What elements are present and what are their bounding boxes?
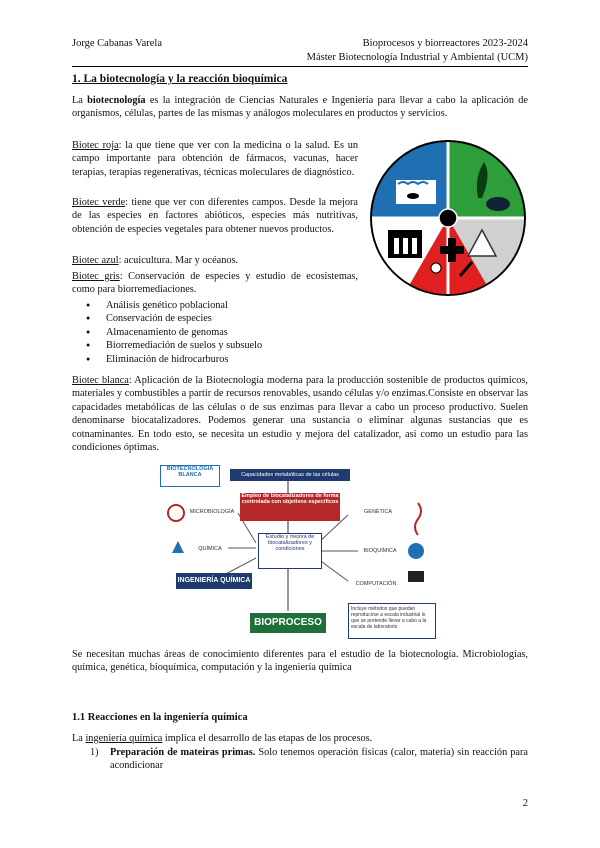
subsection-intro: La ingeniería química implica el desarrollo de las etapas de los procesos. — [72, 733, 373, 744]
intro-paragraph: La biotecnología es la integración de Ciencias Naturales e Ingeniería para llevar a cabo la aplicación de organismos, células, partes de las mismas y análogos moleculares en productos y servicios. — [72, 95, 528, 120]
bioproceso-box: BIOPROCESO — [250, 613, 326, 633]
item-number: 1) — [90, 747, 99, 758]
white-biotech-diagram — [148, 463, 448, 643]
biotech-color-wheel — [368, 138, 528, 298]
nota-box: Incluye métodos que puedan reproducirse a escala industrial lo que se pretende llevar a cabo a la escala de laboratorio — [348, 603, 436, 639]
dna-icon — [415, 503, 421, 535]
genetica-label: GENÉTICA — [363, 509, 393, 515]
header-author: Jorge Cabanas Varela — [72, 38, 162, 49]
list-item: ● Análisis genético poblacional — [72, 299, 362, 312]
section-title: 1. La biotecnología y la reacción bioquímica — [72, 73, 288, 85]
header-master: Máster Biotecnología Industrial y Ambiental (UCM) — [306, 52, 528, 63]
quimica-label: QUÍMICA — [198, 546, 222, 552]
biotec-azul-paragraph: Biotec azul: acuicultura. Mar y océanos. — [72, 255, 239, 266]
computer-icon — [408, 571, 424, 582]
protein-icon — [408, 543, 424, 559]
cell-icon — [431, 263, 441, 273]
areas-paragraph: Se necesitan muchas áreas de conocimiento diferentes para el estudio de la biotecnología. Microbiologías, química, genética, bioquímica, computación y la ingeniería química — [72, 649, 528, 674]
gris-bullet-list — [72, 299, 362, 366]
ingenieria-quimica-box: INGENIERÍA QUÍMICA — [176, 573, 252, 589]
estudio-box: Estudio y mejora de biocatalizadores y condiciones — [258, 533, 322, 569]
bioquimica-label: BIOQUÍMICA — [363, 548, 397, 554]
header-rule — [72, 66, 528, 67]
list-item: ● Eliminación de hidrocarburos — [72, 353, 362, 366]
center-emblem-icon — [439, 209, 457, 227]
biotec-roja-paragraph: Biotec roja: la que tiene que ver con la medicina o la salud. Es un campo importante para obtención de fármacos, vacunas, hacer terapias, terapias regenerativas, técnicas moleculares de diagnóstico. — [72, 140, 358, 178]
biotec-verde-paragraph: Biotec verde: tiene que ver con diferentes campos. Desde la mejora de las especies en factores abióticos, especies más nutritivas, obtención de especies vegetales para obtener nuevos productos. — [72, 197, 359, 235]
list-item: ● Almacenamiento de genomas — [72, 326, 362, 339]
empleo-box: Empleo de biocatalizadores de forma controlada con objetivos específicos — [240, 493, 340, 521]
header-course: Bioprocesos y biorreactores 2023-2024 — [362, 38, 528, 49]
page-number: 2 — [522, 798, 528, 809]
subsection-title: 1.1 Reacciones en la ingeniería química — [72, 712, 248, 723]
list-item: ● Biorremediación de suelos y subsuelo — [72, 339, 362, 352]
biotec-gris-paragraph: Biotec gris: Conservación de especies y estudio de ecosistemas, como para biorremediaciones. — [72, 271, 359, 296]
biotec-blanca-box: BIOTECNOLOGÍA BLANCA — [160, 465, 220, 487]
item-text: Preparación de mateiras primas. Solo tenemos operación físicas (calor, materia) sin reacción para acondicionar — [110, 747, 528, 772]
capacidades-box: Capacidades metabólicas de las células — [230, 469, 350, 481]
microbiologia-label: MICROBIOLOGÍA — [189, 509, 235, 515]
biotec-blanca-paragraph: Biotec blanca: Aplicación de la Biotecnología moderna para la producción sostenible de productos químicos, materiales y combustibles a partir de recursos renovables, usando células y/o enzimas.Consiste en observar las capacidades metabólicas de las células o de sus enzimas para llevar a cabo un proceso productivo. Suelen denominarse biocatalizadores. Podemos generar una sustancia o eliminar algunas sustancias que es cotnaminantes. En todo esto, se necesita un estudio y mejora del catalizador, así como un estudio para las condiciones óptimas. — [72, 375, 528, 454]
seed-icon — [486, 197, 510, 211]
list-item: ● Conservación de especies — [72, 312, 362, 325]
computacion-label: COMPUTACIÓN — [355, 581, 397, 587]
microbe-icon — [168, 505, 184, 521]
beaker-icon — [172, 541, 184, 553]
